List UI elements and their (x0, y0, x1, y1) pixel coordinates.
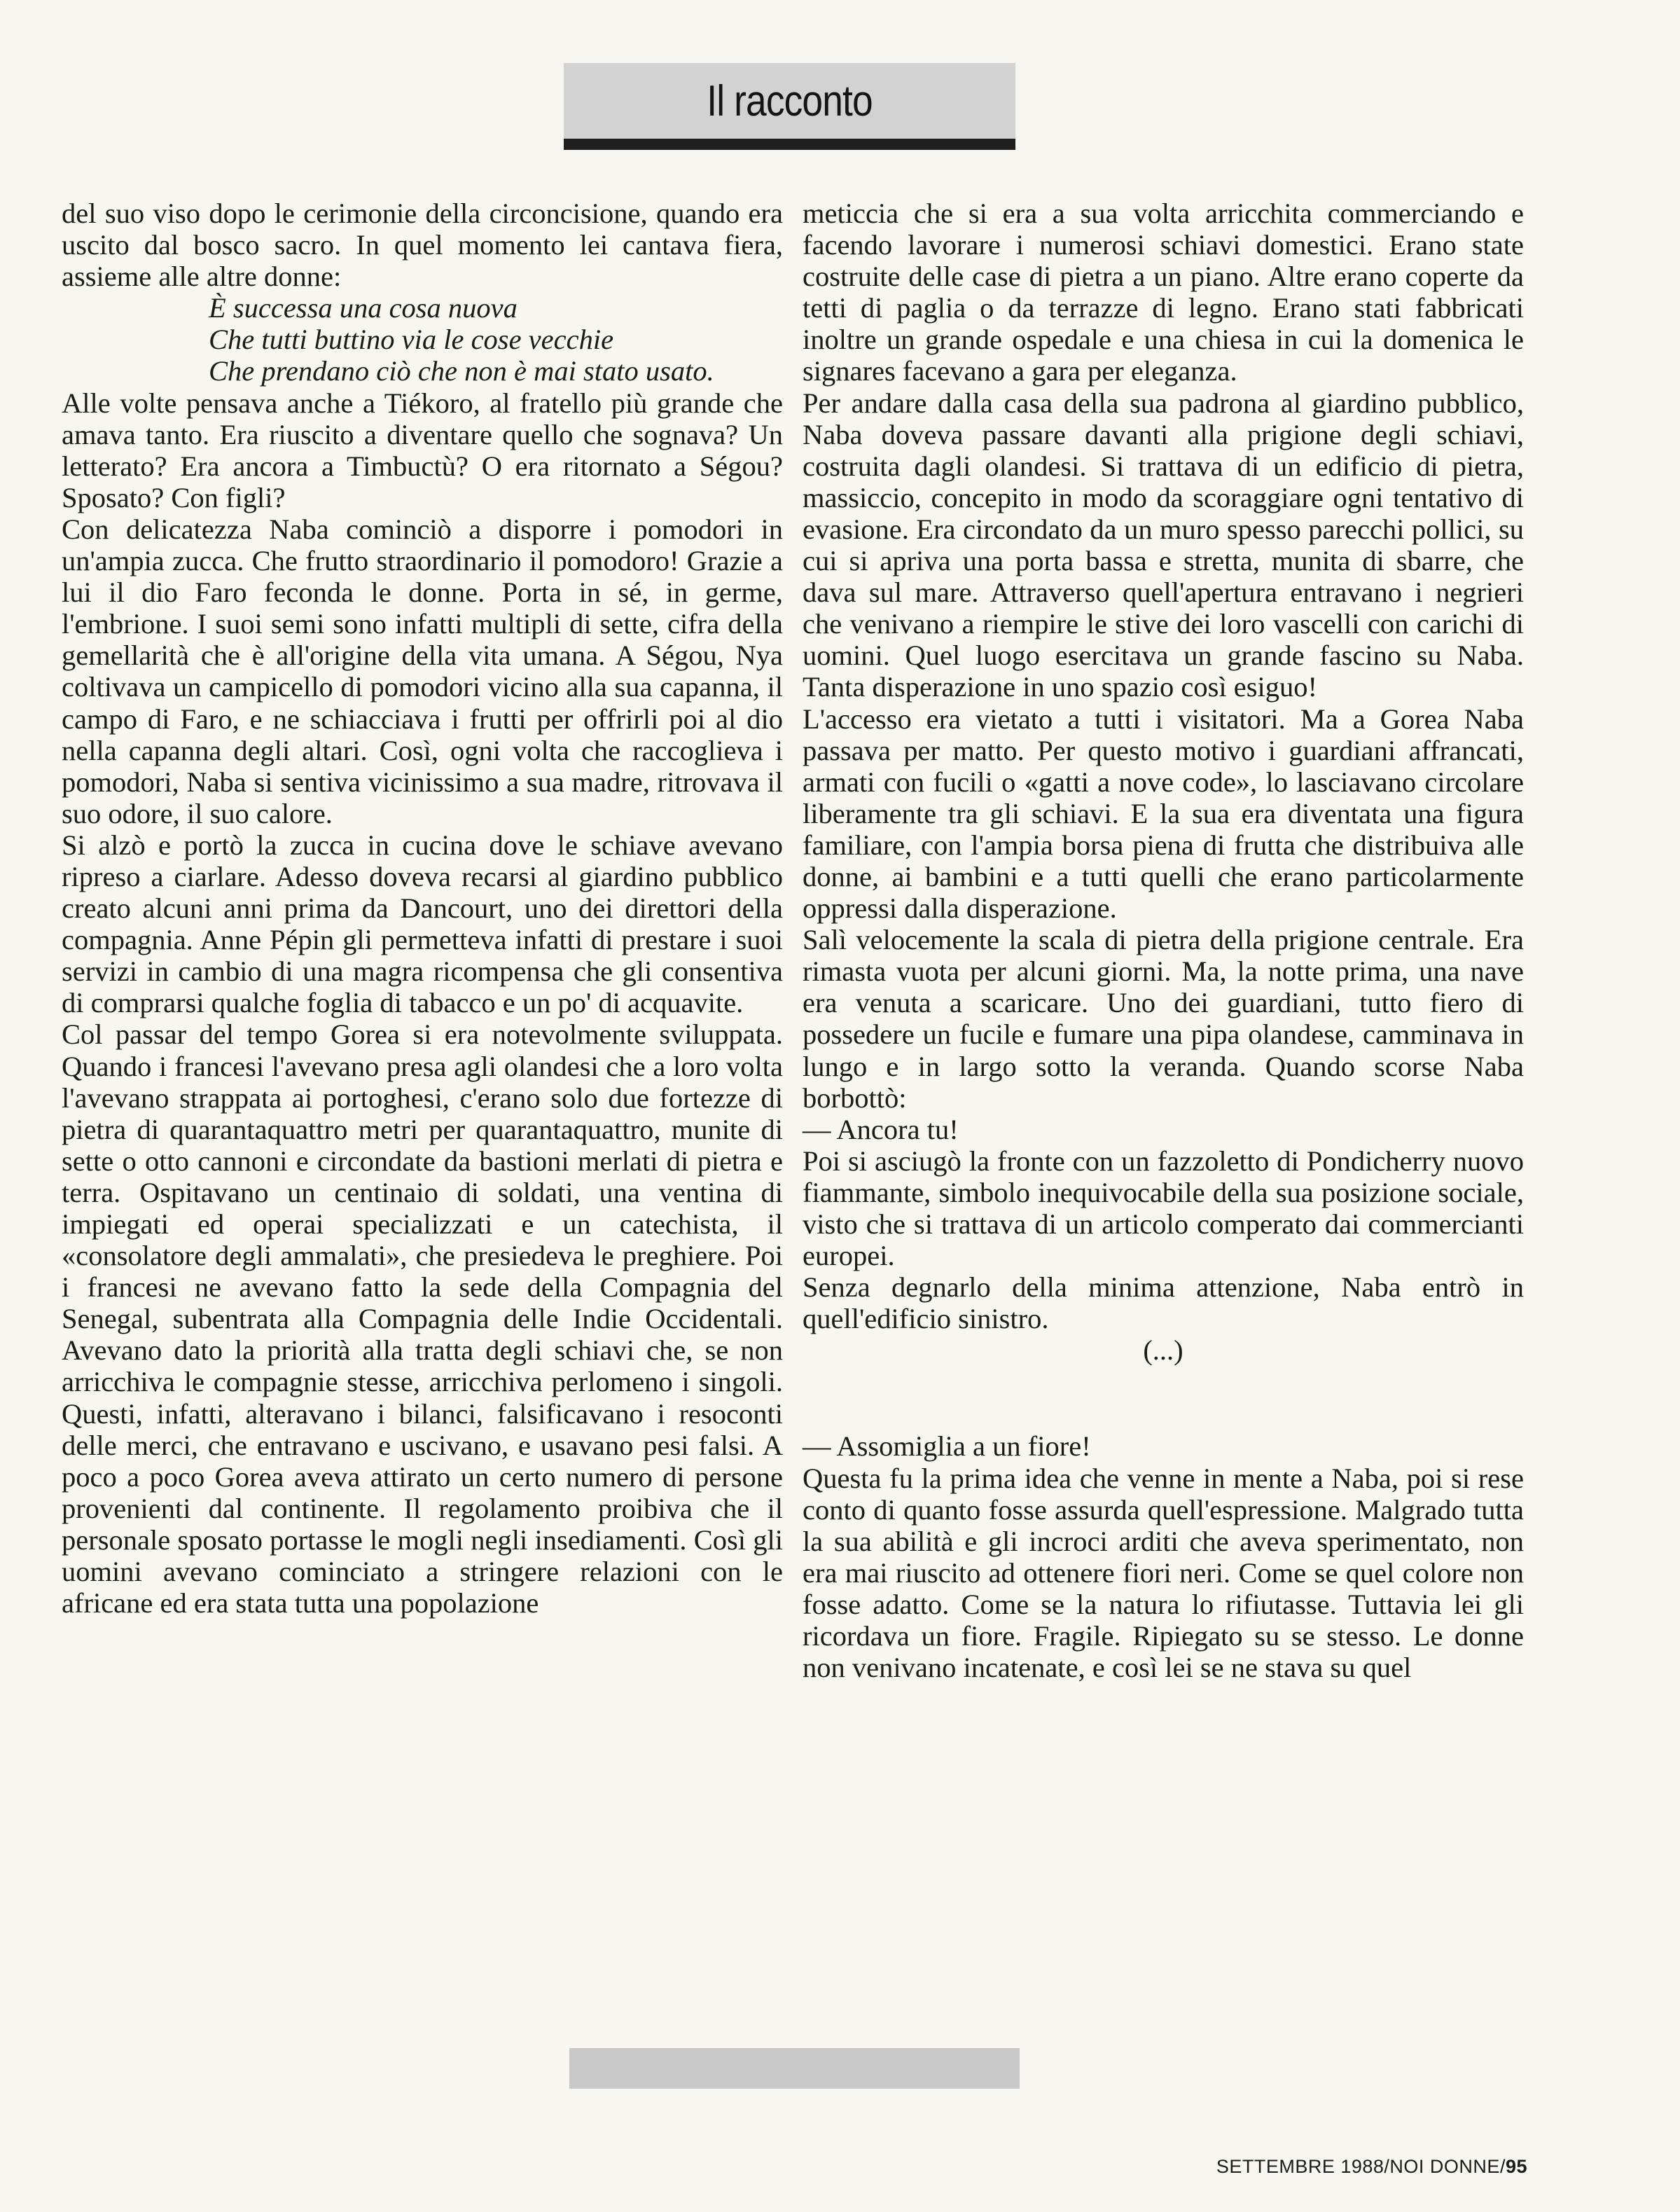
paragraph: Con delicatezza Naba cominciò a disporre i pomodori in un'ampia zucca. Che frutto straordinario il pomodoro! Grazie a lui il dio Faro feconda le donne. Porta in sé, in germe, l'embrione. I suoi semi sono infatti multipli di sette, cifra della gemellarità che è all'origine della vita umana. A Ségou, Nya coltivava un campicello di pomodori vicino alla sua capanna, il campo di Faro, e ne schiacciava i frutti per offrirli poi al dio nella capanna degli altari. Così, ogni volta che raccoglieva i pomodori, Naba si sentiva vicinissimo a sua madre, ritrovava il suo odore, il suo calore. (62, 513, 783, 829)
section-header (564, 63, 1015, 150)
paragraph: L'accesso era vietato a tutti i visitatori. Ma a Gorea Naba passava per matto. Per questo motivo i guardiani affrancati, armati con fucili o «gatti a nove code», lo lasciavano circolare liberamente tra gli schiavi. E la sua era diventata una figura familiare, con l'ampia borsa piena di frutta che distribuiva alle donne, ai bambini e a tutti quelli che erano particolarmente oppressi dalla disperazione. (803, 703, 1524, 925)
paragraph: Si alzò e portò la zucca in cucina dove le schiave avevano ripreso a ciarlare. Adesso doveva recarsi al giardino pubblico creato alcuni anni prima da Dancourt, uno dei direttori della compagnia. Anne Pépin gli permetteva infatti di prestare i suoi servizi in cambio di una magra ricompensa che gli consentiva di comprarsi qualche foglia di tabacco e un po' di acquavite. (62, 829, 783, 1019)
paragraph: Col passar del tempo Gorea si era notevolmente sviluppata. Quando i francesi l'avevano presa agli olandesi che a loro volta l'avevano strappata ai portoghesi, c'erano solo due fortezze di pietra di quarantaquattro metri per quarantaquattro, munite di sette o otto cannoni e circondate da bastioni merlati di pietra e terra. Ospitavano un centinaio di soldati, una ventina di impiegati ed operai specializzati e un catechista, il «consolatore degli ammalati», che presiedeva le preghiere. Poi i francesi ne avevano fatto la sede della Compagnia del Senegal, subentrata alla Compagnia delle Indie Occidentali. Avevano dato la priorità alla tratta degli schiavi che, se non arricchiva le compagnie stesse, arricchiva perlomeno i singoli. Questi, infatti, alteravano i bilanci, falsificavano i resoconti delle merci, che entravano e uscivano, e usavano pesi falsi. A poco a poco Gorea aveva attirato un certo numero di persone provenienti dal continente. Il regolamento proibiva che il personale sposato portasse le mogli negli insediamenti. Così gli uomini avevano cominciato a stringere relazioni con le africane ed era stata tutta una popolazione (62, 1018, 783, 1619)
verse-line: Che tutti buttino via le cose vecchie (209, 324, 614, 356)
dialogue-line: — Ancora tu! (803, 1113, 959, 1145)
section-gap (803, 1366, 1524, 1430)
left-column (62, 198, 783, 1619)
page-folio (1216, 2156, 1527, 2178)
right-column (803, 198, 1524, 1683)
paragraph: Poi si asciugò la fronte con un fazzoletto di Pondicherry nuovo fiammante, simbolo inequivocabile della sua posizione sociale, visto che si trattava di un articolo comperato dai commercianti europei. (803, 1145, 1524, 1272)
paragraph: Senza degnarlo della minima attenzione, Naba entrò in quell'edificio sinistro. (803, 1271, 1524, 1335)
paragraph: Per andare dalla casa della sua padrona al giardino pubblico, Naba doveva passare davanti alla prigione degli schiavi, costruita dagli olandesi. Si trattava di un edificio di pietra, massiccio, concepito in modo da scoraggiare ogni tentativo di evasione. Era circondato da un muro spesso parecchi pollici, su cui si apriva una porta bassa e stretta, munita di sbarre, che dava sul mare. Attraverso quell'apertura entravano i negrieri che venivano a riempire le stive dei loro vascelli con carichi di uomini. Quel luogo esercitava un grande fascino su Naba. Tanta disperazione in uno spazio così esiguo! (803, 387, 1524, 703)
paragraph: del suo viso dopo le cerimonie della circoncisione, quando era uscito dal bosco sacro. In quel momento lei cantava fiera, assieme alle altre donne: (62, 198, 783, 293)
section-title: Il racconto (707, 76, 873, 125)
ellipsis-break: (...) (1143, 1334, 1183, 1367)
paragraph: Alle volte pensava anche a Tiékoro, al fratello più grande che amava tanto. Era riuscito a diventare quello che sognava? Un letterato? Era ancora a Timbuctù? O era ritornato a Ségou? Sposato? Con figli? (62, 387, 783, 513)
verse-line: Che prendano ciò che non è mai stato usato. (209, 355, 714, 387)
verse-line: È successa una cosa nuova (209, 292, 518, 324)
dialogue-line: — Assomiglia a un fiore! (803, 1430, 1091, 1463)
paragraph: Salì velocemente la scala di pietra della prigione centrale. Era rimasta vuota per alcuni giorni. Ma, la notte prima, una nave era venuta a scaricare. Uno dei guardiani, tutto fiero di possedere un fucile e fumare una pipa olandese, camminava in lungo e in largo sotto la veranda. Quando scorse Naba borbottò: (803, 924, 1524, 1114)
paragraph: Questa fu la prima idea che venne in mente a Naba, poi si rese conto di quanto fosse assurda quell'espressione. Malgrado tutta la sua abilità e gli incroci arditi che aveva sperimentato, non era mai riuscito ad ottenere fiori neri. Come se quel colore non fosse adatto. Come se la natura lo rifiutasse. Tuttavia lei gli ricordava un fiore. Fragile. Ripiegato su se stesso. Le donne non venivano incatenate, e così lei se ne stava su quel (803, 1462, 1524, 1684)
issue-label: SETTEMBRE 1988/NOI DONNE/ (1216, 2156, 1506, 2177)
page-number: 95 (1505, 2156, 1527, 2177)
paragraph: meticcia che si era a sua volta arricchita commerciando e facendo lavorare i numerosi schiavi domestici. Erano state costruite delle case di pietra a un piano. Altre erano coperte da tetti di paglia o da terrazze di legno. Erano stati fabbricati inoltre un grande ospedale e una chiesa in cui la domenica le signares facevano a gara per eleganza. (803, 198, 1524, 387)
footer-bar (569, 2048, 1020, 2089)
